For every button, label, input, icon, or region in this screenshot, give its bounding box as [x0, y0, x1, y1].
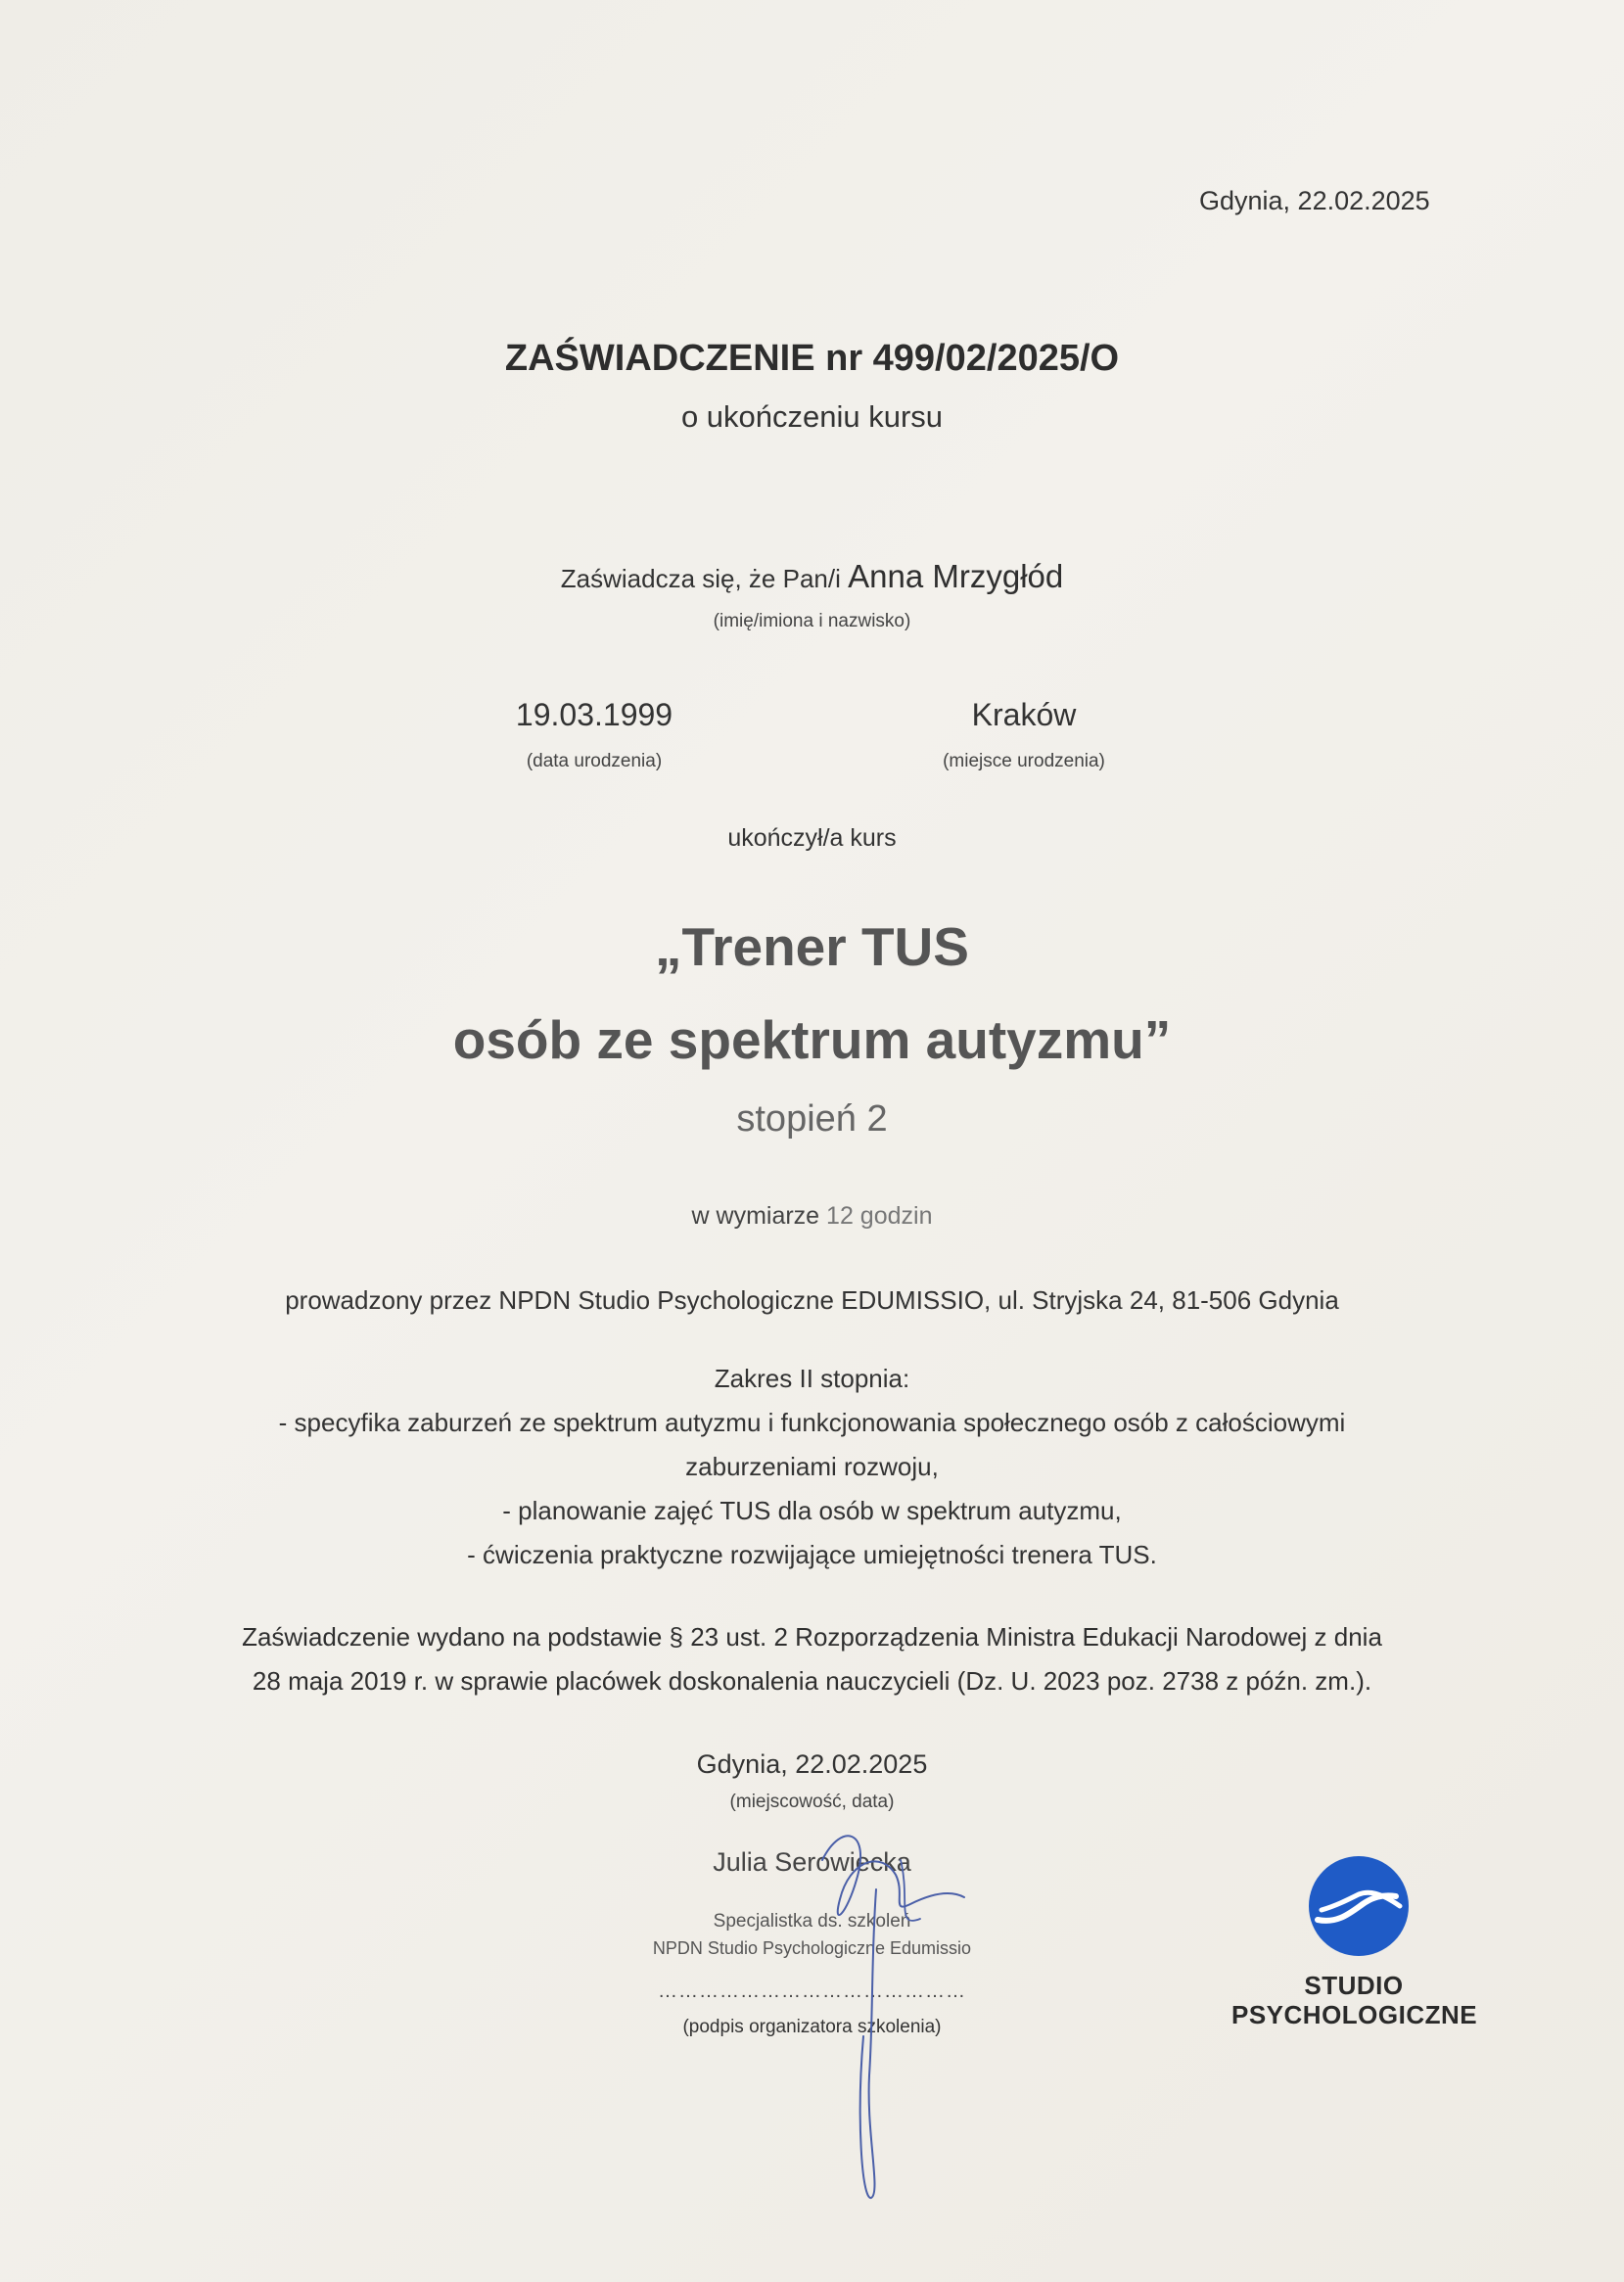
birth-place-caption: (miejsce urodzenia) [943, 751, 1105, 771]
place-date-caption: (miejscowość, data) [729, 1792, 895, 1812]
confirm-prefix: Zaświadcza się, że Pan/i [560, 564, 841, 593]
legal-basis-line2: 28 maja 2019 r. w sprawie placówek doskonalenia nauczycieli (Dz. U. 2023 poz. 2738 z późn. zm.). [252, 1666, 1372, 1696]
course-organizer: prowadzony przez NPDN Studio Psychologiczne EDUMISSIO, ul. Stryjska 24, 81-506 Gdynia [285, 1285, 1339, 1315]
certificate-subtitle: o ukończeniu kursu [680, 399, 944, 434]
course-hours [0, 1202, 1624, 1231]
hours-value: 12 godzin [826, 1202, 933, 1230]
signer-organization: NPDN Studio Psychologiczne Edumissio [652, 1938, 972, 1958]
legal-basis-line1: Zaświadczenie wydano na podstawie § 23 ust. 2 Rozporządzenia Ministra Edukacji Narodowej z dnia [242, 1622, 1382, 1652]
scope-item-2: - planowanie zajęć TUS dla osób w spektrum autyzmu, [502, 1496, 1122, 1525]
birth-date: 19.03.1999 [515, 697, 673, 732]
birth-date-caption: (data urodzenia) [526, 751, 663, 771]
signature-caption: (podpis organizatora szkolenia) [682, 2017, 942, 2037]
issue-date-top: Gdynia, 22.02.2025 [1199, 186, 1430, 215]
studio-logo [1231, 1855, 1476, 2041]
signer-name: Julia Serowiecka [713, 1847, 911, 1877]
participant-name: Anna Mrzygłód [848, 558, 1064, 594]
course-title-line2: osób ze spektrum autyzmu” [452, 1009, 1172, 1070]
scope-item-1-cont: zaburzeniami rozwoju, [685, 1452, 939, 1481]
participant-confirm-line [0, 558, 1624, 595]
logo-text-studio: STUDIO [1304, 1971, 1404, 2000]
course-title-line1: „Trener TUS [655, 916, 969, 977]
course-level: stopień 2 [736, 1098, 888, 1140]
certificate-title: ZAŚWIADCZENIE nr 499/02/2025/O [504, 338, 1120, 379]
hours-prefix: w wymiarze [691, 1202, 820, 1230]
logo-text-psychologiczne: PSYCHOLOGICZNE [1231, 2000, 1478, 2029]
signature-dotted-line: ……………………………………… [658, 1980, 966, 2002]
scope-item-1: - specyfika zaburzeń ze spektrum autyzmu i funkcjonowania społecznego osób z całościowymi [278, 1408, 1346, 1437]
name-caption: (imię/imiona i nazwisko) [713, 611, 911, 631]
birth-place-block [877, 697, 1171, 772]
logo-hands-icon [1308, 1855, 1410, 1957]
scope-item-3: - ćwiczenia praktyczne rozwijające umiejętności trenera TUS. [467, 1540, 1157, 1569]
completed-label: ukończył/a kurs [727, 824, 897, 852]
scope-heading: Zakres II stopnia: [714, 1364, 910, 1393]
birth-date-block [447, 697, 741, 772]
signature-place-date: Gdynia, 22.02.2025 [696, 1749, 928, 1779]
signer-role: Specjalistka ds. szkoleń [713, 1911, 911, 1932]
birth-place: Kraków [971, 697, 1077, 732]
handwritten-signature [803, 1821, 979, 2212]
